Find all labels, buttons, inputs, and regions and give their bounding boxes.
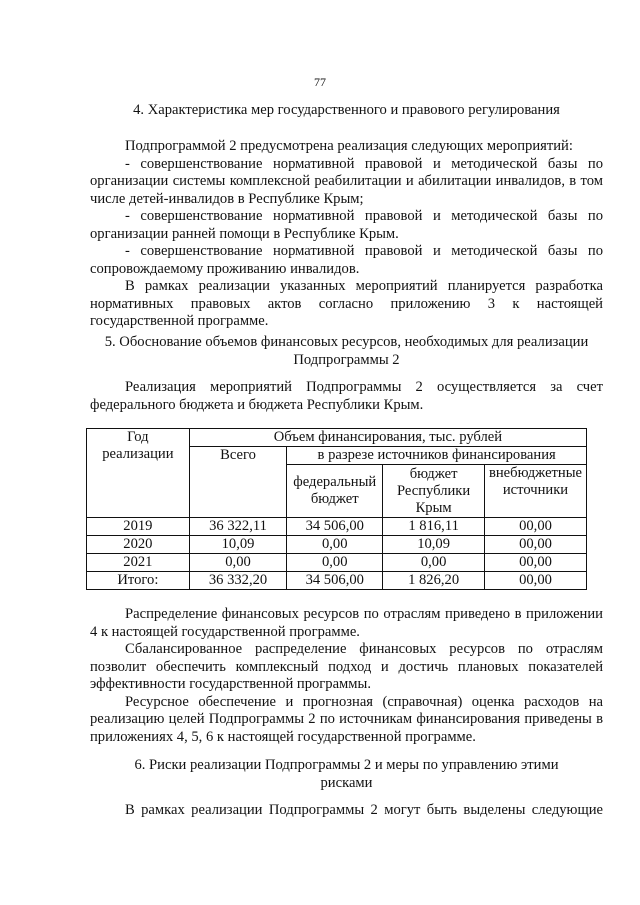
section-6-intro: В рамках реализации Подпрограммы 2 могут быть выделены следующие <box>125 802 603 818</box>
section-5-heading-line2: Подпрограммы 2 <box>293 351 400 368</box>
financing-table <box>86 428 587 590</box>
section-5-heading-line1: 5. Обоснование объемов финансовых ресурсов, необходимых для реализации <box>104 334 589 350</box>
section-4-heading: 4. Характеристика мер государственного и правового регулирования <box>133 102 560 118</box>
paragraph: Сбалансированное распределение финансовых ресурсов по отраслям позволит обеспечить комплексный подход и достичь плановых показателей эффективности государственной программы. <box>90 641 603 692</box>
cell-total: 10,09 <box>189 536 287 554</box>
section-6-heading-line1: 6. Риски реализации Подпрограммы 2 и меры по управлению этими <box>134 757 559 773</box>
cell-year: 2020 <box>87 536 190 554</box>
paragraph: Распределение финансовых ресурсов по отраслям приведено в приложении 4 к настоящей государственной программе. <box>90 606 603 640</box>
section-4-intro: Подпрограммой 2 предусмотрена реализация следующих мероприятий: <box>125 138 573 154</box>
section-5-body <box>90 379 603 414</box>
cell-total: 0,00 <box>189 554 287 572</box>
header-crimea: бюджет Республики Крым <box>383 465 485 518</box>
header-year: Год реализации <box>87 429 190 518</box>
cell-crimea: 0,00 <box>383 554 485 572</box>
cell-extra: 00,00 <box>485 536 587 554</box>
table-row <box>87 536 587 554</box>
table-row-total <box>87 572 587 590</box>
paragraph: Ресурсное обеспечение и прогнозная (справочная) оценка расходов на реализацию целей Подпрограммы 2 по источникам финансирования приведены в приложениях 4, 5, 6 к настоящей государственной программе. <box>90 693 603 745</box>
list-item: - совершенствование нормативной правовой и методической базы по сопровождаемому проживанию инвалидов. <box>90 243 603 277</box>
cell-crimea: 10,09 <box>383 536 485 554</box>
section-4-body <box>90 138 603 331</box>
financing-table-wrap <box>86 428 587 590</box>
cell-year: 2021 <box>87 554 190 572</box>
section-6-body <box>90 802 603 820</box>
cell-year: Итого: <box>87 572 190 590</box>
section-6-heading <box>90 757 603 792</box>
table-row <box>87 554 587 572</box>
list-item: - совершенствование нормативной правовой и методической базы по организации ранней помощи в Республике Крым. <box>90 208 603 242</box>
after-table-body <box>90 606 603 746</box>
cell-total: 36 332,20 <box>189 572 287 590</box>
header-total: Всего <box>189 447 287 518</box>
header-volume: Объем финансирования, тыс. рублей <box>189 429 586 447</box>
section-5-heading <box>90 334 603 369</box>
section-6-heading-line2: рисками <box>320 774 373 791</box>
cell-year: 2019 <box>87 518 190 536</box>
cell-crimea: 1 816,11 <box>383 518 485 536</box>
header-extra: внебюджетные источники <box>485 465 587 518</box>
header-federal: федеральный бюджет <box>287 465 383 518</box>
table-row <box>87 518 587 536</box>
section-4-closing: В рамках реализации указанных мероприятий планируется разработка нормативных правовых актов согласно приложению 3 к настоящей государственной программе. <box>90 278 603 329</box>
cell-extra: 00,00 <box>485 572 587 590</box>
page-number: 77 <box>314 75 326 89</box>
cell-federal: 0,00 <box>287 536 383 554</box>
cell-total: 36 322,11 <box>189 518 287 536</box>
cell-crimea: 1 826,20 <box>383 572 485 590</box>
cell-federal: 34 506,00 <box>287 518 383 536</box>
cell-extra: 00,00 <box>485 554 587 572</box>
section-5-intro: Реализация мероприятий Подпрограммы 2 осуществляется за счет федерального бюджета и бюджета Республики Крым. <box>90 379 603 413</box>
cell-extra: 00,00 <box>485 518 587 536</box>
list-item: - совершенствование нормативной правовой и методической базы по организации системы комплексной реабилитации и абилитации инвалидов, в том числе детей-инвалидов в Республике Крым; <box>90 155 603 207</box>
header-sources: в разрезе источников финансирования <box>287 447 587 465</box>
cell-federal: 0,00 <box>287 554 383 572</box>
cell-federal: 34 506,00 <box>287 572 383 590</box>
